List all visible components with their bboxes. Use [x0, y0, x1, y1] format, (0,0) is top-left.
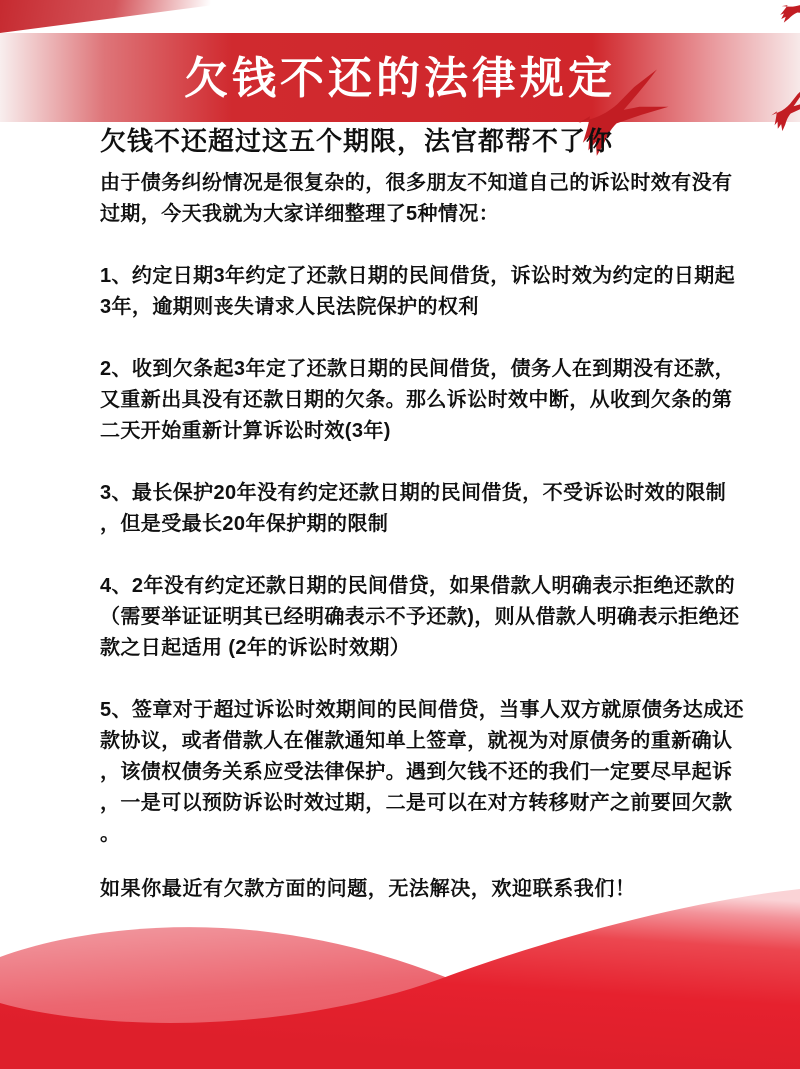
list-item-3 — [100, 478, 725, 540]
text-line: ，一是可以预防诉讼时效过期，二是可以在对方转移财产之前要回欠款 — [100, 792, 733, 814]
text-line: 款之日起适用 (2年的诉讼时效期） — [100, 637, 411, 659]
article-heading: 欠钱不还超过这五个期限，法官都帮不了你 — [100, 126, 614, 156]
bird-icon — [773, 0, 800, 36]
text-line: 过期，今天我就为大家详细整理了5种情况： — [100, 203, 500, 225]
list-item-5 — [100, 695, 744, 850]
text-line: 3年，逾期则丧失请求人民法院保护的权利 — [100, 296, 479, 318]
red-silk-wave-decoration — [0, 879, 800, 1069]
bird-icon — [759, 81, 800, 137]
text-line: 5、签章对于超过诉讼时效期间的民间借贷，当事人双方就原债务达成还 — [100, 699, 744, 721]
list-item-4 — [100, 571, 740, 664]
text-line: 3、最长保护20年没有约定还款日期的民间借货，不受诉讼时效的限制 — [100, 482, 727, 504]
text-line: 4、2年没有约定还款日期的民间借贷，如果借款人明确表示拒绝还款的 — [100, 575, 736, 597]
text-line: 又重新出具没有还款日期的欠条。那么诉讼时效中断，从收到欠条的第 — [100, 389, 733, 411]
article-body — [100, 124, 744, 905]
list-item-1 — [100, 261, 736, 323]
poster-title: 欠钱不还的法律规定 — [184, 53, 616, 104]
text-line: 由于债务纠纷情况是很复杂的，很多朋友不知道自己的诉讼时效有没有 — [100, 172, 733, 194]
text-line: （需要举证证明其已经明确表示不予还款)，则从借款人明确表示拒绝还 — [100, 606, 740, 628]
list-item-2 — [100, 354, 736, 447]
title-banner — [0, 33, 800, 122]
text-line: ，但是受最长20年保护期的限制 — [100, 513, 389, 535]
text-line: 。 — [100, 823, 121, 845]
text-line: 1、约定日期3年约定了还款日期的民间借货，诉讼时效为约定的日期起 — [100, 265, 736, 287]
text-line: 二天开始重新计算诉讼时效(3年) — [100, 420, 391, 442]
contact-callout: 如果你最近有欠款方面的问题，无法解决，欢迎联系我们！ — [100, 878, 636, 900]
text-line: 2、收到欠条起3年定了还款日期的民间借货，债务人在到期没有还款， — [100, 358, 736, 380]
corner-ribbon-decoration — [0, 0, 252, 33]
intro-paragraph — [100, 168, 733, 230]
text-line: ，该债权债务关系应受法律保护。遇到欠钱不还的我们一定要尽早起诉 — [100, 761, 733, 783]
text-line: 款协议，或者借款人在催款通知单上签章，就视为对原债务的重新确认 — [100, 730, 733, 752]
